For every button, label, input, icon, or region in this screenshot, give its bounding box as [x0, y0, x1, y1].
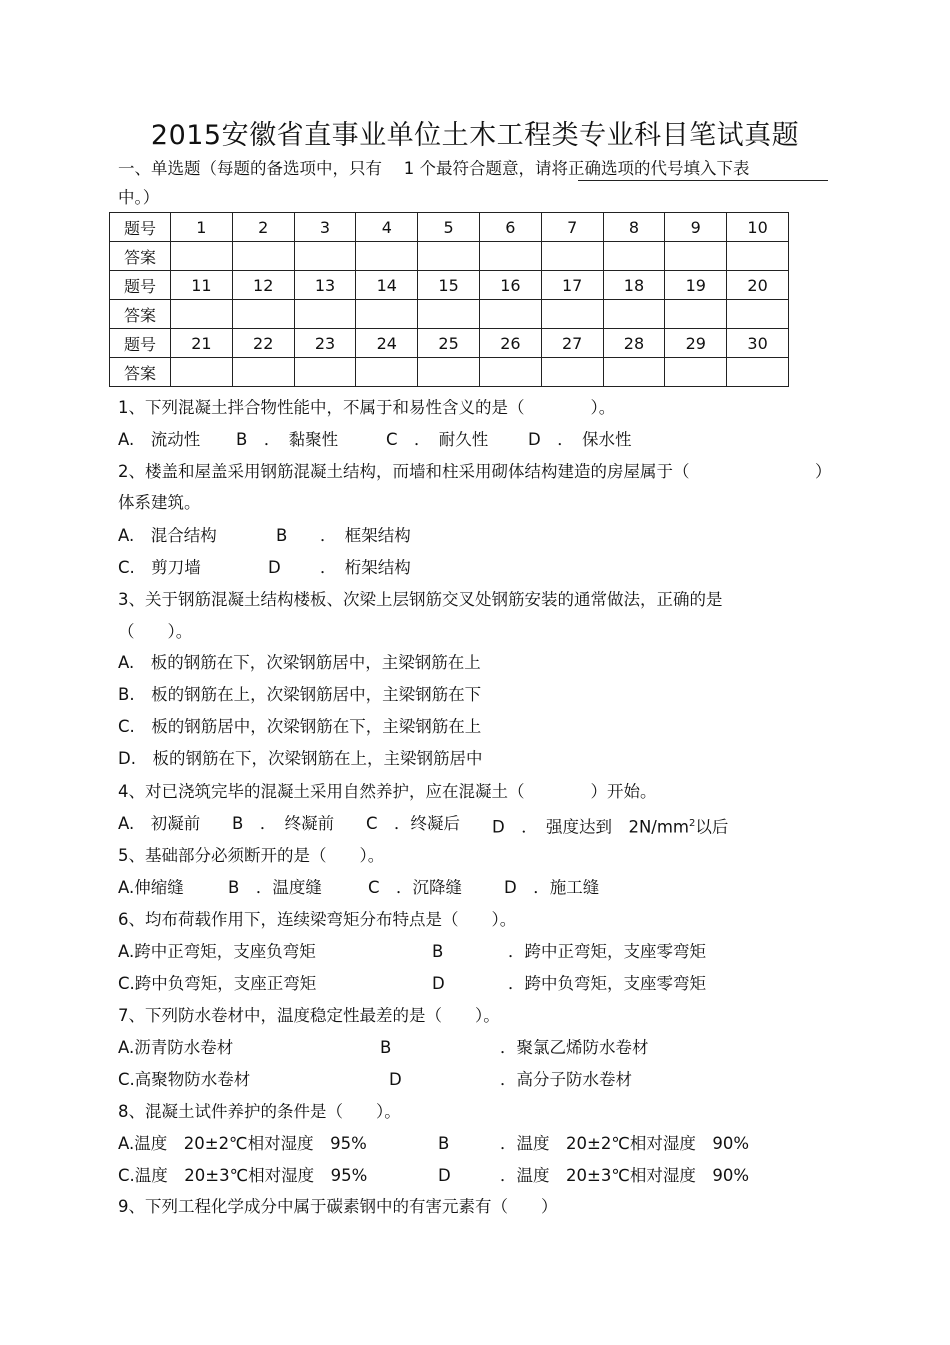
question-6-stem: 6、均布荷载作用下，连续梁弯矩分布特点是（ ）。 [118, 910, 517, 929]
question-6-option-b: ．跨中正弯矩，支座零弯矩 [508, 942, 706, 961]
question-number-cell: 13 [294, 271, 356, 300]
question-4-option-c: C ．终凝后 [366, 814, 461, 833]
question-number-cell: 19 [665, 271, 727, 300]
question-8-option-b: ．温度 20±2℃相对湿度 90% [500, 1134, 750, 1153]
question-8-stem: 8、混凝土试件养护的条件是（ ）。 [118, 1102, 401, 1121]
question-number-cell: 1 [171, 213, 233, 242]
question-number-cell: 30 [727, 329, 789, 358]
question-number-cell: 7 [541, 213, 603, 242]
question-2-stem-line2: 体系建筑。 [118, 493, 201, 512]
answer-cell[interactable] [418, 358, 480, 387]
question-3-option-d: D. 板的钢筋在下，次梁钢筋在上，主梁钢筋居中 [118, 749, 483, 768]
answer-cell[interactable] [479, 358, 541, 387]
question-number-cell: 5 [418, 213, 480, 242]
question-4-option-d-suffix: 以后 [695, 817, 729, 837]
question-number-cell: 28 [603, 329, 665, 358]
answer-cell[interactable] [603, 358, 665, 387]
question-number-cell: 16 [479, 271, 541, 300]
answer-cell[interactable] [232, 242, 294, 271]
question-number-cell: 3 [294, 213, 356, 242]
row-label: 题号 [110, 213, 171, 242]
question-2-option-b: ． 框架结构 [320, 526, 411, 545]
question-2-stem-line1: 2、楼盖和屋盖采用钢筋混凝土结构，而墙和柱采用砌体结构建造的房屋属于（ [118, 462, 690, 481]
question-number-cell: 20 [727, 271, 789, 300]
answer-cell[interactable] [171, 358, 233, 387]
question-8-option-d: ．温度 20±3℃相对湿度 90% [500, 1166, 750, 1185]
section-heading-line1: 一、单选题（每题的备选项中，只有 1 个最符合题意，请将正确选项的代号填入下表 [118, 159, 750, 178]
answer-cell[interactable] [232, 358, 294, 387]
question-number-cell: 15 [418, 271, 480, 300]
answer-cell[interactable] [727, 242, 789, 271]
question-1-option-d: D ． 保水性 [528, 430, 632, 449]
question-3-option-b: B. 板的钢筋在上，次梁钢筋居中，主梁钢筋在下 [118, 685, 482, 704]
question-8-option-b-letter: B [438, 1134, 450, 1153]
question-5-option-c: C ．沉降缝 [368, 878, 463, 897]
question-7-option-b-letter: B [380, 1038, 392, 1057]
answer-cell[interactable] [541, 242, 603, 271]
question-number-cell: 9 [665, 213, 727, 242]
answer-cell[interactable] [665, 358, 727, 387]
answer-cell[interactable] [294, 242, 356, 271]
answer-table [109, 212, 789, 387]
row-label: 答案 [110, 358, 171, 387]
question-7-option-c: C.高聚物防水卷材 [118, 1070, 251, 1089]
question-number-cell: 26 [479, 329, 541, 358]
answer-cell[interactable] [294, 358, 356, 387]
question-number-cell: 29 [665, 329, 727, 358]
question-4-option-a: A. 初凝前 [118, 814, 201, 833]
row-label: 题号 [110, 329, 171, 358]
question-number-cell: 23 [294, 329, 356, 358]
question-8-option-a: A.温度 20±2℃相对湿度 95% [118, 1134, 367, 1153]
answer-cell[interactable] [479, 300, 541, 329]
question-number-cell: 12 [232, 271, 294, 300]
question-5-option-d: D ．施工缝 [504, 878, 600, 897]
question-4-option-b: B ． 终凝前 [232, 814, 335, 833]
question-6-option-b-letter: B [432, 942, 444, 961]
table-row [110, 213, 789, 242]
answer-cell[interactable] [356, 300, 418, 329]
question-6-option-d-letter: D [432, 974, 445, 993]
question-number-cell: 21 [171, 329, 233, 358]
question-2-option-d-letter: D [268, 558, 281, 577]
answer-cell[interactable] [356, 242, 418, 271]
question-5-stem: 5、基础部分必须断开的是（ ）。 [118, 846, 385, 865]
question-6-option-d: ．跨中负弯矩，支座零弯矩 [508, 974, 706, 993]
table-row [110, 300, 789, 329]
answer-cell[interactable] [479, 242, 541, 271]
table-row [110, 242, 789, 271]
question-7-option-b: ．聚氯乙烯防水卷材 [500, 1038, 649, 1057]
row-label: 答案 [110, 242, 171, 271]
exam-title: 2015安徽省直事业单位土木工程类专业科目笔试真题 [150, 120, 800, 151]
question-7-option-d: ．高分子防水卷材 [500, 1070, 632, 1089]
answer-cell[interactable] [418, 300, 480, 329]
question-6-option-a: A.跨中正弯矩，支座负弯矩 [118, 942, 316, 961]
question-number-cell: 27 [541, 329, 603, 358]
question-7-option-a: A.沥青防水卷材 [118, 1038, 234, 1057]
answer-cell[interactable] [356, 358, 418, 387]
question-4-option-d [492, 812, 728, 840]
table-row [110, 329, 789, 358]
question-number-cell: 2 [232, 213, 294, 242]
question-2-option-b-letter: B [276, 526, 288, 545]
section-heading-line2: 中。） [118, 188, 160, 207]
answer-cell[interactable] [665, 300, 727, 329]
question-6-option-c: C.跨中负弯矩，支座正弯矩 [118, 974, 317, 993]
question-number-cell: 8 [603, 213, 665, 242]
question-1-stem: 1、下列混凝土拌合物性能中，不属于和易性含义的是（ ）。 [118, 398, 616, 417]
question-7-stem: 7、下列防水卷材中，温度稳定性最差的是（ ）。 [118, 1006, 500, 1025]
answer-cell[interactable] [418, 242, 480, 271]
question-1-option-a: A. 流动性 [118, 430, 201, 449]
table-row [110, 358, 789, 387]
section-underline [578, 180, 828, 181]
question-3-option-a: A. 板的钢筋在下，次梁钢筋居中，主梁钢筋在上 [118, 653, 481, 672]
row-label: 题号 [110, 271, 171, 300]
answer-cell[interactable] [603, 242, 665, 271]
question-8-option-c: C.温度 20±3℃相对湿度 95% [118, 1166, 368, 1185]
question-2-option-d: ． 桁架结构 [320, 558, 411, 577]
question-3-stem-line2: （ ）。 [118, 622, 193, 641]
question-number-cell: 14 [356, 271, 418, 300]
answer-cell[interactable] [171, 242, 233, 271]
question-number-cell: 10 [727, 213, 789, 242]
question-2-option-c: C. 剪刀墙 [118, 558, 201, 577]
question-1-option-c: C ． 耐久性 [386, 430, 489, 449]
question-9-stem: 9、下列工程化学成分中属于碳素钢中的有害元素有（ ） [118, 1197, 558, 1216]
question-number-cell: 4 [356, 213, 418, 242]
question-number-cell: 17 [541, 271, 603, 300]
question-1-option-b: B ． 黏聚性 [236, 430, 339, 449]
table-row [110, 271, 789, 300]
answer-cell[interactable] [232, 300, 294, 329]
question-5-option-b: B ．温度缝 [228, 878, 322, 897]
question-number-cell: 18 [603, 271, 665, 300]
question-number-cell: 24 [356, 329, 418, 358]
question-3-stem-line1: 3、关于钢筋混凝土结构楼板、次梁上层钢筋交叉处钢筋安装的通常做法，正确的是 [118, 590, 723, 609]
question-7-option-d-letter: D [389, 1070, 402, 1089]
question-number-cell: 22 [232, 329, 294, 358]
superscript-2: 2 [689, 818, 696, 829]
question-2-option-a: A. 混合结构 [118, 526, 217, 545]
question-8-option-d-letter: D [438, 1166, 451, 1185]
answer-cell[interactable] [665, 242, 727, 271]
answer-cell[interactable] [603, 300, 665, 329]
question-5-option-a: A.伸缩缝 [118, 878, 184, 897]
answer-cell[interactable] [727, 300, 789, 329]
question-number-cell: 25 [418, 329, 480, 358]
question-2-stem-close-paren: ） [815, 462, 832, 481]
answer-cell[interactable] [541, 300, 603, 329]
question-number-cell: 6 [479, 213, 541, 242]
question-4-option-d-text: D ． 强度达到 2N/mm [492, 817, 690, 837]
answer-cell[interactable] [171, 300, 233, 329]
row-label: 答案 [110, 300, 171, 329]
answer-cell[interactable] [727, 358, 789, 387]
answer-cell[interactable] [541, 358, 603, 387]
question-number-cell: 11 [171, 271, 233, 300]
question-3-option-c: C. 板的钢筋居中，次梁钢筋在下，主梁钢筋在上 [118, 717, 482, 736]
question-4-stem: 4、对已浇筑完毕的混凝土采用自然养护，应在混凝土（ ）开始。 [118, 782, 657, 801]
answer-cell[interactable] [294, 300, 356, 329]
